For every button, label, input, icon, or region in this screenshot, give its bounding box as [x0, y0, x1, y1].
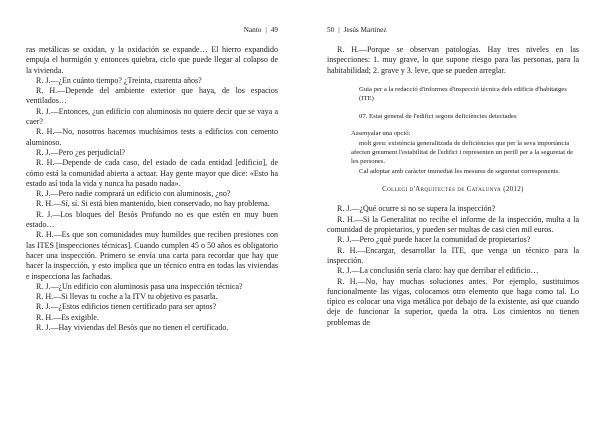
page-number: 49 [270, 26, 278, 34]
document-section: 07. Estat general de l'edifici segons deficiències detectades [359, 112, 517, 120]
paragraph: ras metálicas se oxidan, y la oxidación se expande… El hierro expandido empuja el hormigón y entonces quiebra, ciclo que puede llegar al colapso de la vivienda. [26, 45, 278, 75]
paragraph: R. J.—La conclusión sería claro: hay que derribar el edificio… [337, 266, 539, 276]
paragraph: R. H.—Sí, sí. Si está bien mantenido, bien conservado, no hay problema. [36, 199, 270, 209]
paragraph: R. J.—¿Qué ocurre si no se supera la inspección? [337, 204, 496, 214]
author-name: Jesús Martínez [343, 26, 387, 34]
book-title: Nanto [243, 26, 262, 34]
paragraph: R. J.—Pero nadie comprará un edificio con aluminosis, ¿no? [36, 189, 231, 199]
paragraph: R. H.—Depende del ambiente exterior que haya, de los espacios ventilados… [26, 86, 278, 106]
left-running-header [26, 25, 278, 36]
header-separator: | [265, 26, 267, 34]
paragraph: R. J.—¿En cuánto tiempo? ¿Treinta, cuarenta años? [36, 75, 202, 85]
paragraph: R. J.—Los bloques del Besòs Profundo no es que estén en muy buen estado… [26, 209, 278, 230]
right-page-body [327, 45, 579, 328]
paragraph: R. H.—Si la Generalitat no recibe el informe de la inspección, multa a la comunidad de propietarios, y pueden ser multas de casi cien mil euros. [327, 214, 579, 235]
document-credit: Collegi d'Arquitectes de Catalunya (2012) [382, 186, 524, 194]
paragraph: R. J.—Entonces, ¿un edificio con aluminosis no quiere decir que se vaya a caer? [26, 106, 278, 127]
paragraph: R. H.—Porque se observan patologías. Hay tres niveles en las inspecciones: 1. muy grave, lo que supone riesgo para las personas, para la habitabilidad; 2. grave y 3. leve, que se pueden arreglar. [327, 45, 579, 75]
right-running-header [327, 25, 579, 36]
guide-title: Guia per a la redacció d'informes d'inspecció tècnica dels edificis d'habitatges (ITE) [359, 85, 567, 103]
paragraph: R. J.—¿Un edificio con aluminosis pasa una inspección técnica? [36, 281, 243, 291]
paragraph: R. H.—Es exigible. [36, 312, 99, 322]
paragraph: R. J.—Pero ¿qué puede hacer la comunidad de propietarios? [337, 235, 531, 245]
page-number: 50 [327, 26, 335, 34]
right-page [327, 0, 579, 328]
paragraph: R. H.—No, hay muchas soluciones antes. Por ejemplo, sustituimos funcionalmente las vigas, colocamos otro elemento que haga como tal. Lo típico es colocar una viga metálica por debajo de la existente, así que cuando deje de funcionar la superior, queda la otra. Los cimientos no tienen problemas de [327, 276, 579, 327]
left-page-body [26, 45, 278, 333]
quoted-inspection-document [351, 85, 579, 176]
paragraph: R. H.—Encargar, desarrollar la ITE, que venga un técnico para la inspección. [327, 245, 579, 265]
paragraph: R. H.—Si llevas tu coche a la ITV tu objetivo es pasarla. [36, 292, 218, 302]
option-label: Assenyalar una opció: [351, 130, 411, 138]
safety-instruction: Cal adoptar amb caràcter immediat les mesures de seguretat corresponents. [359, 167, 560, 175]
header-separator: | [338, 26, 340, 34]
paragraph: R. H.—Depende de cada caso, del estado de cada entidad [edificio], de cómo está la comunidad abierta a actuar. Hay gente mayor que dice: «Esto ha estado así toda la vida y nunca ha pasado nada». [26, 158, 278, 188]
option-text: molt greu: existència generalitzada de deficiències que per la seva importància afecten greument l'estabilitat de l'edifici i representen un perill per a la seguretat de les persones. [351, 139, 574, 166]
paragraph: R. H.—Es que son comunidades muy humildes que reciben presiones con las ITES [inspecciones técnicas]. Cuando cumplen 45 o 50 años es obligatorio hacer una inspección. Primero se envía una carta para recordar que hay que hacer la inspección, y esto implica que un técnico entra en todas las viviendas e inspecciona las fachadas. [26, 230, 278, 281]
paragraph: R. H.—No, nosotros hacemos muchísimos tests a edificios con cemento aluminoso. [26, 127, 278, 147]
paragraph: R. J.—Pero ¿es perjudicial? [36, 147, 126, 157]
left-page [26, 0, 278, 333]
paragraph: R. J.—¿Estos edificios tienen certificado para ser aptos? [36, 302, 217, 312]
paragraph: R. J.—Hay viviendas del Besòs que no tienen el certificado. [36, 323, 229, 333]
